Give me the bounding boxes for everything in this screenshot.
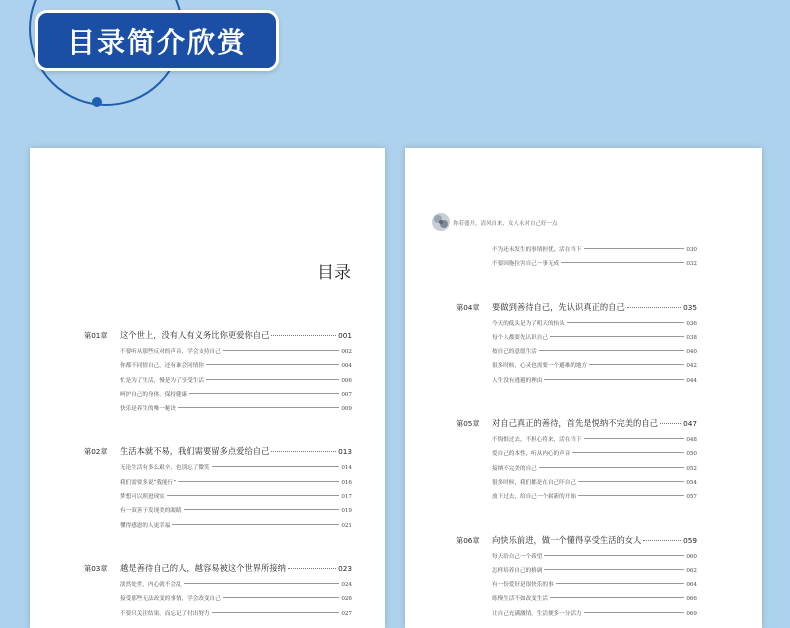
- section-title: 人生没有逃避的理由: [492, 377, 543, 384]
- section-title: 忙是为了生活，慢是为了享受生活: [120, 377, 204, 384]
- chapter-title: 生活本就不易，我们需要留多点爱给自己: [120, 446, 270, 457]
- section-title: 有一份爱好是很快乐的事: [492, 582, 554, 589]
- toc-section-row[interactable]: [456, 464, 697, 478]
- leader-line: [544, 555, 684, 556]
- chapter-page-number: 001: [338, 331, 352, 340]
- toc-chapter-row[interactable]: [84, 562, 352, 575]
- toc-chapter-row[interactable]: [456, 417, 697, 430]
- leader-line: [184, 583, 340, 584]
- toc-section-row[interactable]: [456, 609, 697, 623]
- leader-line: [223, 597, 340, 598]
- toc-section-row[interactable]: [84, 594, 352, 608]
- leader-line: [550, 336, 684, 337]
- left-toc-list: [84, 329, 352, 623]
- section-page-number: 004: [341, 363, 352, 370]
- toc-chapter-row[interactable]: [456, 534, 697, 547]
- section-page-number: 050: [686, 451, 697, 458]
- title-banner: [35, 10, 279, 71]
- leader-dots: [643, 540, 681, 541]
- chapter-number: 第03章: [84, 563, 108, 573]
- leader-line: [189, 393, 339, 394]
- section-page-number: 016: [341, 479, 352, 486]
- leader-line: [578, 481, 684, 482]
- section-page-number: 040: [686, 349, 697, 356]
- leader-dots: [271, 335, 336, 336]
- chapter-number: 第04章: [456, 302, 480, 312]
- section-page-number: 007: [341, 391, 352, 398]
- chapter-number: 第02章: [84, 447, 108, 457]
- section-title: 今天的低头是为了明天的抬头: [492, 320, 565, 327]
- chapter-page-number: 013: [338, 447, 352, 457]
- section-title: 你都不同情自己，还有谁会同情你: [120, 363, 204, 370]
- running-header: 你若盛开，清风自来，女人永对自己好一点: [453, 221, 558, 227]
- section-page-number: 038: [686, 334, 697, 341]
- chapter-page-number: 023: [338, 563, 352, 573]
- toc-section-row[interactable]: [456, 449, 697, 463]
- right-book-page: [405, 148, 762, 628]
- section-page-number: 069: [686, 610, 697, 617]
- section-page-number: 026: [341, 596, 352, 603]
- toc-section-row[interactable]: [456, 361, 697, 375]
- leader-dots: [288, 568, 336, 569]
- section-page-number: 066: [686, 596, 697, 603]
- section-title: 不为还未发生的事情担忧，活在当下: [492, 247, 582, 253]
- leader-dots: [271, 451, 336, 452]
- leader-line: [567, 322, 685, 323]
- section-title: 我们需要多说“我能行”: [120, 479, 177, 486]
- leader-dots: [660, 423, 681, 424]
- leader-line: [544, 379, 684, 380]
- leader-line: [584, 612, 685, 613]
- toc-section-row[interactable]: [84, 347, 352, 361]
- section-title: 懂得感恩的人更幸福: [120, 522, 171, 529]
- banner-title: 目录简介欣赏: [66, 25, 247, 59]
- leader-line: [556, 583, 685, 584]
- leader-line: [184, 509, 340, 510]
- section-title: 按自己的意愿生活: [492, 349, 537, 356]
- section-page-number: 042: [686, 363, 697, 370]
- section-title: 不要因拖拉害自己一事无成: [492, 261, 560, 268]
- section-page-number: 024: [341, 581, 352, 588]
- section-title: 练慢生活不如改变生活: [492, 596, 548, 603]
- leader-line: [178, 407, 339, 408]
- section-title: 接纳不完美的自己: [492, 465, 537, 472]
- chapter-page-number: 047: [683, 419, 697, 429]
- toc-section-row[interactable]: [84, 521, 352, 535]
- section-title: 无论生活有多么艰辛，也别忘了微笑: [120, 465, 210, 472]
- toc-section-row[interactable]: [456, 376, 697, 390]
- right-toc-list: [456, 245, 697, 623]
- toc-section-row[interactable]: [84, 506, 352, 520]
- toc-section-row[interactable]: [456, 580, 697, 594]
- toc-section-row[interactable]: [456, 492, 697, 506]
- section-title: 接受那些无法改变的事情，学会改变自己: [120, 596, 221, 603]
- toc-section-row[interactable]: [84, 463, 352, 477]
- section-page-number: 054: [686, 479, 697, 486]
- toc-section-row[interactable]: [84, 492, 352, 506]
- toc-section-row[interactable]: [456, 333, 697, 347]
- section-page-number: 044: [686, 377, 697, 384]
- leader-line: [539, 350, 685, 351]
- section-page-number: 062: [686, 567, 697, 574]
- section-page-number: 048: [686, 437, 697, 444]
- chapter-number: 第01章: [84, 331, 108, 340]
- toc-section-row[interactable]: [84, 580, 352, 594]
- decorative-dot: [92, 97, 102, 107]
- section-page-number: 021: [341, 522, 352, 529]
- leader-dots: [627, 307, 681, 308]
- toc-chapter-row[interactable]: [84, 445, 352, 458]
- chapter-number: 第06章: [456, 535, 480, 545]
- section-page-number: 057: [686, 494, 697, 501]
- section-title: 梦想可以照进现实: [120, 494, 165, 501]
- left-book-page: [30, 148, 385, 628]
- toc-section-row[interactable]: [456, 566, 697, 580]
- leader-line: [178, 481, 339, 482]
- toc-section-row[interactable]: [84, 404, 352, 418]
- section-title: 不悔恨过去，不担心将来，活在当下: [492, 437, 582, 444]
- leader-line: [539, 467, 685, 468]
- toc-section-row[interactable]: [84, 478, 352, 492]
- chapter-number: 第05章: [456, 419, 480, 429]
- leader-line: [172, 524, 339, 525]
- section-page-number: 052: [686, 465, 697, 472]
- chapter-title: 这个世上，没有人有义务比你更爱你自己: [120, 330, 270, 340]
- section-title: 快乐是养生的唯一秘诀: [120, 406, 176, 413]
- section-page-number: 006: [341, 377, 352, 384]
- section-page-number: 030: [686, 247, 697, 253]
- section-title: 不要听从那些反对的声音，学会支持自己: [120, 349, 221, 355]
- toc-section-row[interactable]: [456, 594, 697, 608]
- chapter-title: 对自己真正的善待，首先是悦纳不完美的自己: [492, 418, 658, 429]
- leader-line: [544, 569, 684, 570]
- toc-section-row[interactable]: [456, 245, 697, 259]
- toc-section-row[interactable]: [84, 361, 352, 375]
- toc-section-row[interactable]: [456, 435, 697, 449]
- leader-line: [206, 364, 339, 365]
- leader-line: [561, 262, 684, 263]
- section-page-number: 032: [686, 261, 697, 268]
- section-page-number: 036: [686, 320, 697, 327]
- leader-line: [206, 379, 339, 380]
- toc-title: 目录: [317, 263, 351, 283]
- leader-line: [584, 248, 685, 249]
- toc-section-row[interactable]: [84, 609, 352, 623]
- leader-line: [550, 597, 684, 598]
- section-title: 怎样培养自己的格调: [492, 567, 543, 574]
- leader-line: [212, 612, 340, 613]
- section-page-number: 009: [341, 406, 352, 413]
- section-title: 不要只关注结果，而忘记了付出努力: [120, 610, 210, 617]
- section-title: 淡然处世，内心就不会乱: [120, 581, 182, 588]
- section-title: 每天给自己一个希望: [492, 553, 543, 560]
- section-title: 让自己充满激情，生活便多一分活力: [492, 610, 582, 617]
- section-title: 放下过去，给自己一个崭新的开始: [492, 494, 576, 501]
- leader-line: [578, 495, 684, 496]
- chapter-title: 向快乐前进，做一个懂得享受生活的女人: [492, 534, 642, 545]
- toc-section-row[interactable]: [456, 478, 697, 492]
- toc-section-row[interactable]: [456, 347, 697, 361]
- section-title: 每个人都要先认识自己: [492, 334, 548, 341]
- section-page-number: 014: [341, 465, 352, 472]
- section-page-number: 060: [686, 553, 697, 560]
- toc-section-row[interactable]: [456, 552, 697, 566]
- leader-line: [212, 466, 340, 467]
- leader-line: [167, 495, 340, 496]
- section-title: 很多时候，心灵也需要一个避难的地方: [492, 363, 588, 370]
- leader-line: [584, 438, 685, 439]
- toc-chapter-row[interactable]: [84, 329, 352, 342]
- section-title: 爱自己的本性，听从内心的声音: [492, 451, 571, 458]
- section-page-number: 017: [341, 494, 352, 501]
- section-page-number: 027: [341, 610, 352, 617]
- section-title: 有一双善于发现美的眼睛: [120, 508, 182, 515]
- toc-chapter-row[interactable]: [456, 301, 697, 314]
- section-title: 很多时候，我们都是在自己吓自己: [492, 479, 576, 486]
- toc-section-row[interactable]: [456, 319, 697, 333]
- toc-section-row[interactable]: [84, 390, 352, 404]
- chapter-title: 越是善待自己的人，越容易被这个世界所接纳: [120, 562, 286, 573]
- section-page-number: 002: [341, 349, 352, 355]
- leader-line: [223, 350, 340, 351]
- toc-section-row[interactable]: [456, 259, 697, 273]
- flower-illustration-icon: [429, 210, 453, 234]
- chapter-page-number: 035: [683, 302, 697, 312]
- section-title: 呵护自己的身体，保持健康: [120, 391, 188, 398]
- toc-section-row[interactable]: [84, 376, 352, 390]
- chapter-page-number: 059: [683, 535, 697, 545]
- chapter-title: 要做到善待自己，先认识真正的自己: [492, 301, 625, 312]
- section-page-number: 019: [341, 508, 352, 515]
- leader-line: [572, 452, 684, 453]
- leader-line: [589, 364, 684, 365]
- section-page-number: 064: [686, 582, 697, 589]
